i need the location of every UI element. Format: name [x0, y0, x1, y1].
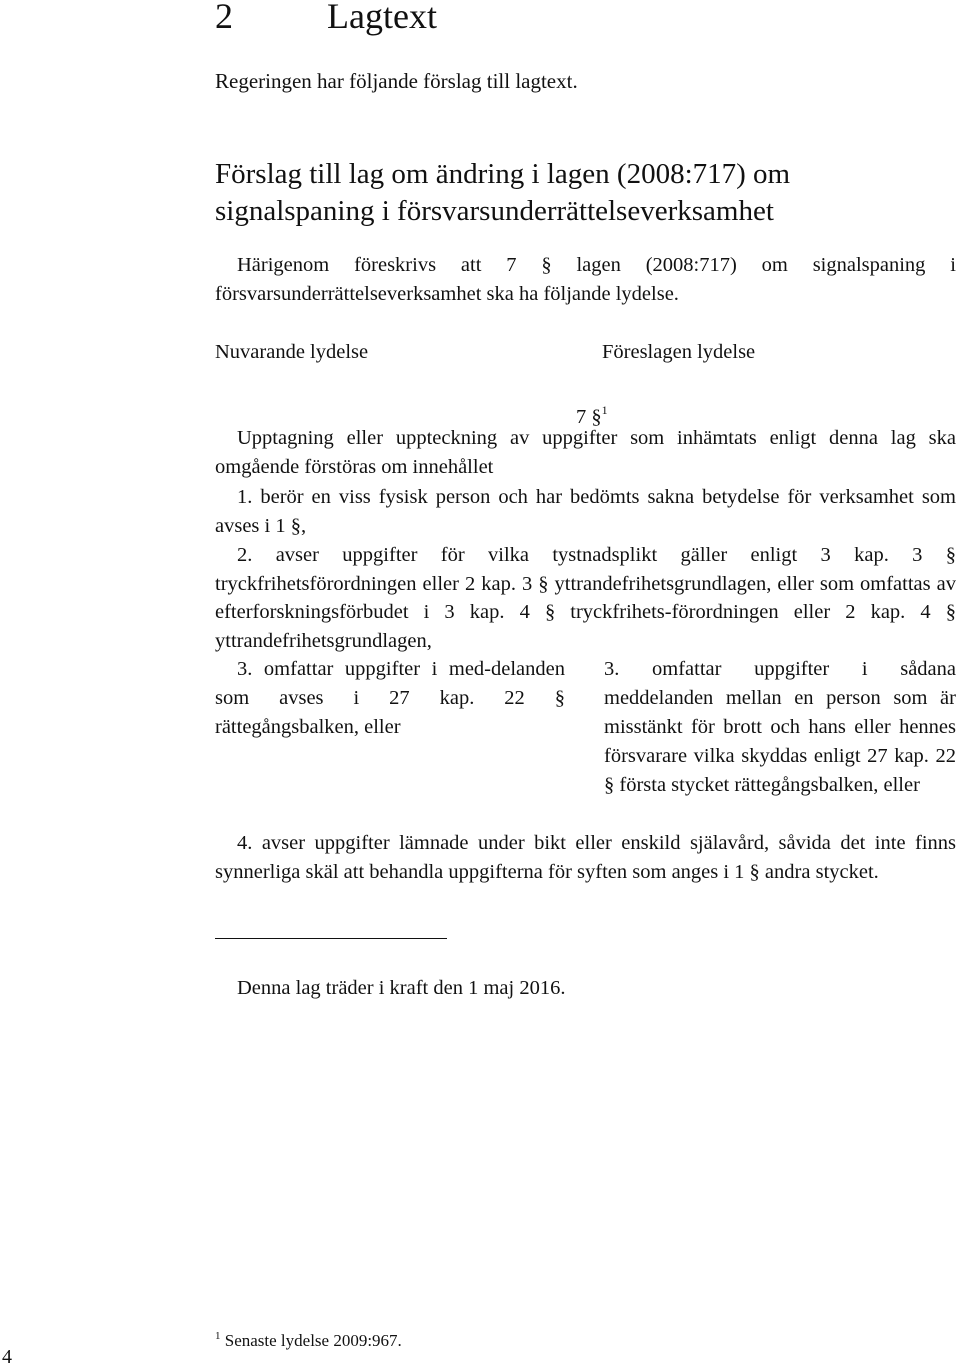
column-header-proposed: Föreslagen lydelse [602, 341, 756, 363]
chapter-number: 2 [215, 0, 233, 36]
intro-text: Regeringen har följande förslag till lagtext. [215, 69, 578, 93]
footnote-marker: 1 [215, 1330, 221, 1342]
law-title-line-2: signalspaning i försvarsunderrättelseverksamhet [215, 195, 774, 227]
column-header-current: Nuvarande lydelse [215, 341, 369, 363]
section-number: 7 § [576, 406, 602, 428]
chapter-heading [215, 0, 437, 38]
law-title [215, 156, 790, 230]
footnote-text: Senaste lydelse 2009:967. [224, 1331, 402, 1350]
separator-rule [215, 938, 447, 939]
lead-text: Härigenom föreskrivs att 7 § lagen (2008:717) om signalspaning i försvarsunderrättelseverksamhet ska ha följande lydelse. [215, 254, 956, 305]
paragraph-item-3-proposed: 3. omfattar uppgifter i sådana meddelanden mellan en person som är misstänkt för brott och hans eller hennes försvarare vilka skyddas enligt 27 kap. 22 § första stycket rättegångsbalken, eller [604, 658, 956, 796]
paragraph-item-2: 2. avser uppgifter för vilka tystnadsplikt gäller enligt 3 kap. 3 § tryckfrihetsförordningen eller 2 kap. 3 § yttrandefrihetsgrundlagen, eller som omfattas av efterforskningsförbudet i 3 kap. 4 § tryckfrihets-förordningen eller 2 kap. 4 § yttrandefrihetsgrundlagen, [215, 544, 956, 652]
paragraph-intro: Upptagning eller uppteckning av uppgifter som inhämtats enligt denna lag ska omgående förstöras om innehållet [215, 427, 956, 478]
entry-into-force: Denna lag träder i kraft den 1 maj 2016. [237, 977, 566, 999]
footnote-reference: 1 [601, 403, 608, 417]
footnote [215, 1324, 402, 1353]
law-title-line-1: Förslag till lag om ändring i lagen (2008:717) om [215, 158, 791, 190]
chapter-title: Lagtext [327, 0, 437, 36]
paragraph-item-4: 4. avser uppgifter lämnade under bikt eller enskild själavård, såvida det inte finns synnerliga skäl att behandla uppgifterna för syften som anges i 1 § andra stycket. [215, 832, 956, 883]
page-number: 4 [2, 1346, 12, 1368]
paragraph-item-1: 1. berör en viss fysisk person och har bedömts sakna betydelse för verksamhet som avses i 1 §, [215, 486, 956, 537]
paragraph-item-3-current: 3. omfattar uppgifter i med-delanden som avses i 27 kap. 22 § rättegångsbalken, eller [215, 658, 565, 738]
